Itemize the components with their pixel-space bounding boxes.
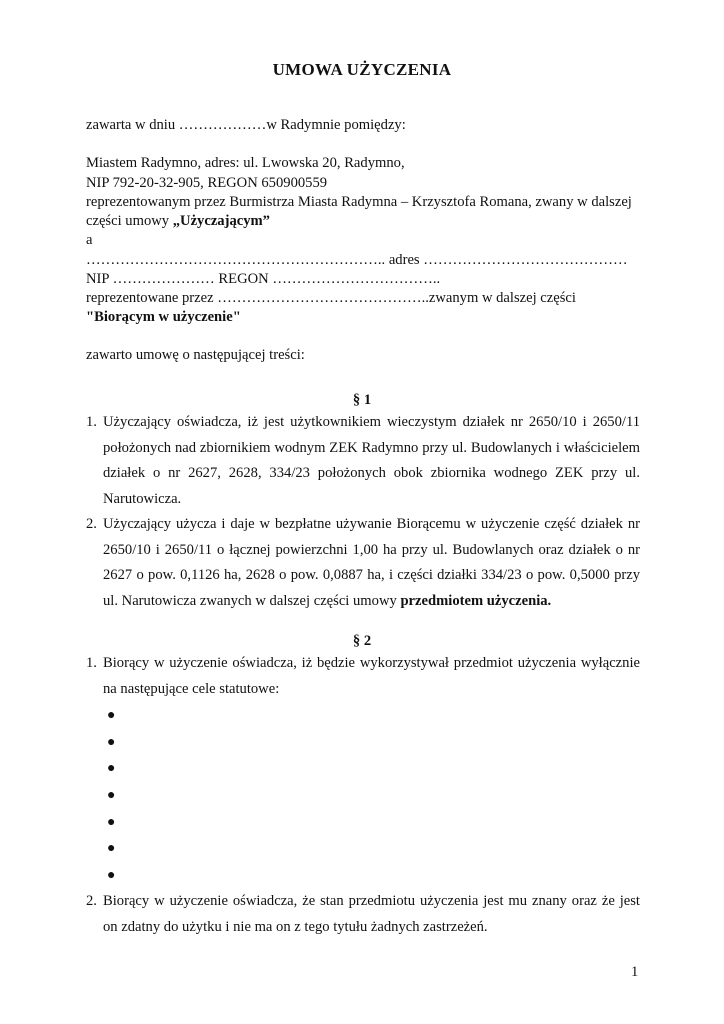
subject-term: przedmiotem użyczenia. [400,593,552,610]
item-text [103,512,640,615]
conjunction: a [86,232,93,248]
section2-item-1 [86,651,640,702]
borrower-term: "Biorącym w użyczenie" [86,309,241,325]
item-number: 1. [86,655,97,671]
bullet-item: ● [107,734,116,750]
party1-line2: NIP 792-20-32-905, REGON 650900559 [86,175,328,191]
item-text: Użyczający oświadcza, iż jest użytkownikiem wieczystym działek nr 2650/10 i 2650/11 położonych nad zbiornikiem wodnym ZEK Radymno przy ul. Budowlanych i właścicielem działek o nr 2627, 2628, 334/23 położonych obok zbiornika wodnego ZEK przy ul. Narutowicza. [103,414,640,508]
bullet-item: ● [107,814,116,830]
bullet-item: ● [107,761,116,777]
party2-line2: NIP ………………… REGON …………………………….. [86,271,441,287]
page-number: 1 [631,964,639,980]
agreed-line: zawarto umowę o następującej treści: [86,347,305,363]
section1-item-2 [86,512,640,615]
party2-line3: reprezentowane przez ……………………………………..zwanym w dalszej części [86,290,576,306]
section1-heading: § 1 [352,392,372,408]
section1-item-1 [86,410,640,513]
section2-item-2 [86,889,640,940]
bullet-item: ● [107,708,116,723]
section2-heading: § 2 [352,633,372,649]
party1-line4 [86,211,270,231]
party2-line1: …………………………………………………….. adres …………………………………… [86,252,628,268]
item-number: 2. [86,893,97,909]
bullet-item: ● [107,841,116,857]
document-title: UMOWA UŻYCZENIA [272,60,452,79]
intro-line: zawarta w dniu ………………w Radymnie pomiędzy: [86,117,406,133]
bullet-list [107,703,147,890]
lender-term: „Użyczającym” [172,213,270,229]
bullet-item: ● [107,788,116,804]
party1-line4-prefix: części umowy [86,213,173,229]
item-text: Biorący w użyczenie oświadcza, że stan przedmiotu użyczenia jest mu znany oraz że jest on zdatny do użytku i nie ma on z tego tytułu żadnych zastrzeżeń. [103,893,640,935]
item-number: 1. [86,414,97,430]
item-text: Biorący w użyczenie oświadcza, iż będzie wykorzystywał przedmiot użyczenia wyłącznie na następujące cele statutowe: [103,655,640,697]
item-number: 2. [86,516,97,532]
party1-line1: Miastem Radymno, adres: ul. Lwowska 20, Radymno, [86,155,405,171]
item-text-main: Użyczający użycza i daje w bezpłatne używanie Biorącemu w użyczenie część działek nr 2650/10 i 2650/11 o łącznej powierzchni 1,00 ha przy ul. Budowlanych oraz działek o nr 2627 o pow. 0,1126 ha, 2628 o pow. 0,0887 ha, i części działki 334/23 o pow. 0,5000 przy ul. Narutowicza zwanych w dalszej części umowy [103,516,640,610]
bullet-item: ● [107,868,116,884]
party1-line3: reprezentowanym przez Burmistrza Miasta Radymna – Krzysztofa Romana, zwany w dalszej [86,194,632,210]
